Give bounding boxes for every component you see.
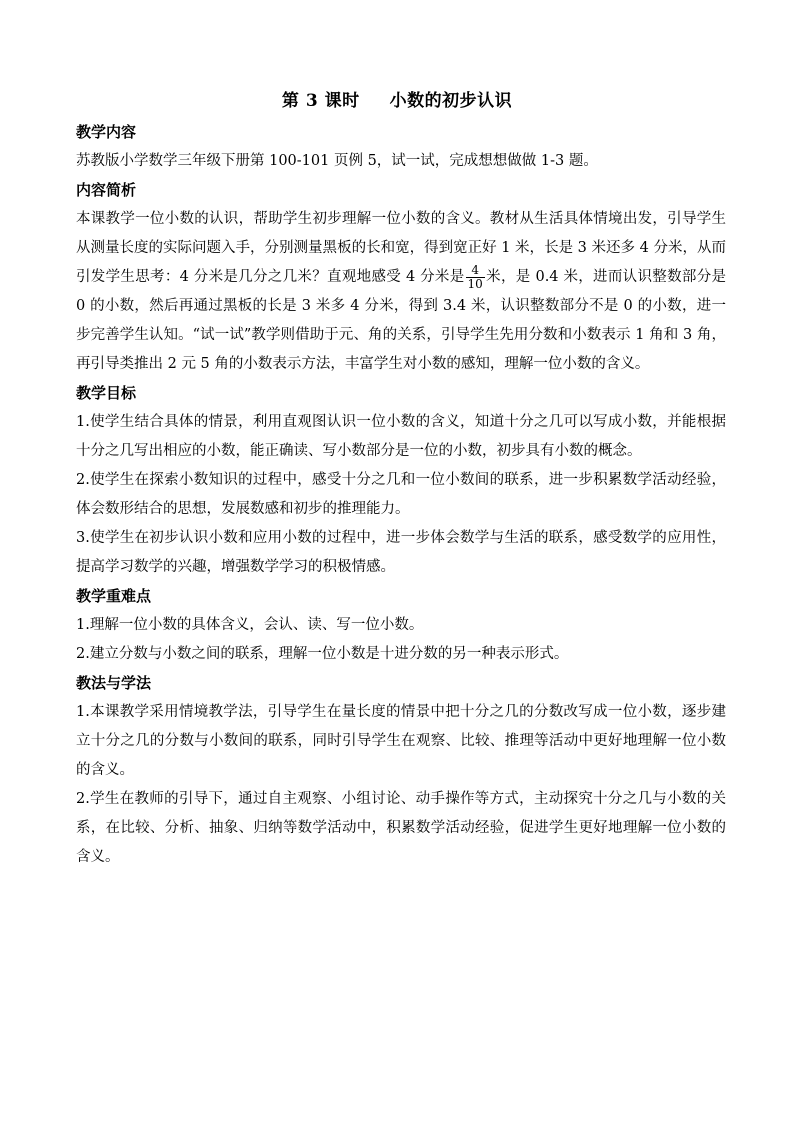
- section-heading-content: 教学内容: [76, 123, 137, 141]
- section-heading-goals: 教学目标: [76, 384, 137, 402]
- lesson-topic: 小数的初步认识: [389, 91, 513, 111]
- fraction-four-tenths: [466, 264, 485, 291]
- section-heading-methods: 教法与学法: [76, 674, 152, 692]
- key-point-item: 2.建立分数与小数之间的联系，理解一位小数是十进分数的另一种表示形式。: [76, 646, 569, 662]
- goal-item: 3.使学生在初步认识小数和应用小数的过程中，进一步体会数学与生活的联系，感受数学的应用性，提高学习数学的兴趣，增强数学学习的积极情感。: [76, 530, 726, 575]
- summary-text-part2: 米，是 0.4 米，进而认识整数部分是 0 的小数，然后再通过黑板的长是 3 米多 4 分米，得到 3.4 米，认识整数部分不是 0 的小数，进一步完善学生认知。“试一试”教学则借助于元、角的关系，引导学生先用分数和小数表示 1 角和 3 角，再引导类推出 2 元 5 角的小数表示方法，丰富学生对小数的感知，理解一位小数的含义。: [76, 269, 727, 372]
- section-heading-key-points: 教学重难点: [76, 587, 152, 605]
- goal-item: 2.使学生在探索小数知识的过程中，感受十分之几和一位小数间的联系，进一步积累数学活动经验，体会数形结合的思想，发展数感和初步的推理能力。: [76, 472, 726, 517]
- section-heading-summary: 内容简析: [76, 181, 137, 199]
- lesson-number: 第 3 课时: [281, 91, 360, 111]
- fraction-denominator: 10: [467, 276, 483, 291]
- key-point-item: 1.理解一位小数的具体含义，会认、读、写一位小数。: [76, 617, 424, 633]
- page-title: [0, 86, 794, 111]
- method-item: 2.学生在教师的引导下，通过自主观察、小组讨论、动手操作等方式，主动探究十分之几与小数的关系，在比较、分析、抽象、归纳等数学活动中，积累数学活动经验，促进学生更好地理解一位小数的含义。: [76, 791, 726, 865]
- summary-paragraph: [76, 205, 726, 379]
- summary-text-part1: 本课教学一位小数的认识，帮助学生初步理解一位小数的含义。教材从生活具体情境出发，引导学生从测量长度的实际问题入手，分别测量黑板的长和宽，得到宽正好 1 米，长是 3 米还多 4 分米，从而引发学生思考：4 分米是几分之几米？直观地感受 4 分米是: [76, 211, 726, 285]
- content-paragraph: 苏教版小学数学三年级下册第 100-101 页例 5，试一试，完成想想做做 1-3 题。: [76, 153, 598, 169]
- method-item: 1.本课教学采用情境教学法，引导学生在量长度的情景中把十分之几的分数改写成一位小数，逐步建立十分之几的分数与小数间的联系，同时引导学生在观察、比较、推理等活动中更好地理解一位小数的含义。: [76, 704, 726, 778]
- goal-item: 1.使学生结合具体的情景，利用直观图认识一位小数的含义，知道十分之几可以写成小数，并能根据十分之几写出相应的小数，能正确读、写小数部分是一位的小数，初步具有小数的概念。: [76, 414, 726, 459]
- fraction-numerator: 4: [471, 262, 479, 277]
- document-body: [76, 118, 726, 872]
